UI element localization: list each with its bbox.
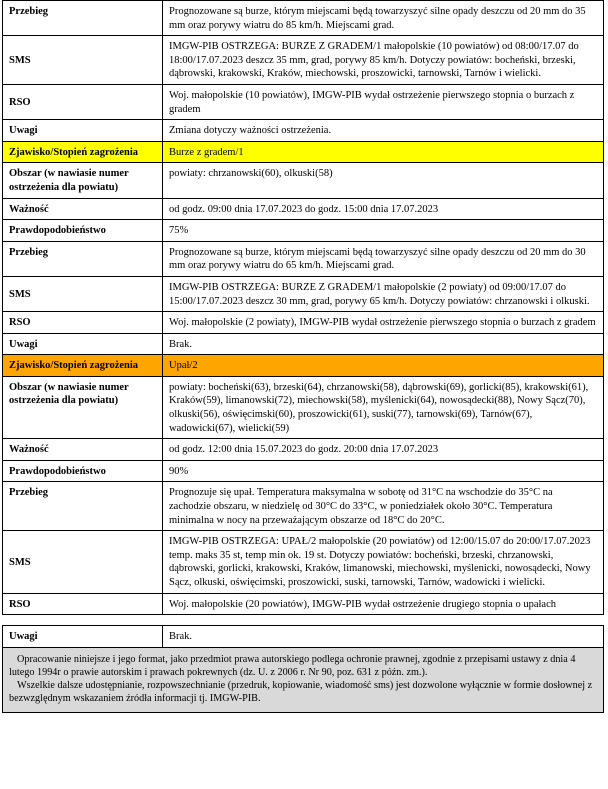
value-rso: Woj. małopolskie (2 powiaty), IMGW-PIB wydał ostrzeżenie pierwszego stopnia o burzach z gradem (163, 312, 604, 334)
row-rso (3, 312, 604, 334)
value-przebieg: Prognozowane są burze, którym miejscami będą towarzyszyć silne opady deszczu od 20 mm do 35 mm oraz porywy wiatru do 85 km/h. Miejscami grad. (163, 1, 604, 36)
table-spacer (3, 615, 604, 626)
value-sms: IMGW-PIB OSTRZEGA: BURZE Z GRADEM/1 małopolskie (10 powiatów) od 08:00/17.07 do 18:00/17.07.2023 deszcz 35 mm, grad, porywy 85 km/h. Dotyczy powiatów: bocheński, brzeski, dąbrowski, krakowski, Kraków, miechowski, proszowicki, tarnowski, Tarnów i wielicki. (163, 36, 604, 85)
value-prawdopodobienstwo: 75% (163, 220, 604, 242)
value-uwagi: Brak. (163, 333, 604, 355)
label-sms: SMS (3, 531, 163, 593)
row-prawdopodobienstwo (3, 460, 604, 482)
row-prawdopodobienstwo (3, 220, 604, 242)
row-sms (3, 531, 604, 593)
label-uwagi: Uwagi (3, 626, 163, 648)
value-rso: Woj. małopolskie (10 powiatów), IMGW-PIB wydał ostrzeżenie pierwszego stopnia o burzach z gradem (163, 84, 604, 119)
value-uwagi: Zmiana dotyczy ważności ostrzeżenia. (163, 120, 604, 142)
row-rso (3, 84, 604, 119)
row-przebieg (3, 1, 604, 36)
value-zjawisko: Burze z gradem/1 (163, 141, 604, 163)
label-rso: RSO (3, 593, 163, 615)
value-prawdopodobienstwo: 90% (163, 460, 604, 482)
label-waznosc: Ważność (3, 439, 163, 461)
label-obszar: Obszar (w nawiasie numer ostrzeżenia dla powiatu) (3, 376, 163, 438)
label-przebieg: Przebieg (3, 1, 163, 36)
row-zjawisko-level2 (3, 355, 604, 377)
value-obszar: powiaty: chrzanowski(60), olkuski(58) (163, 163, 604, 198)
label-przebieg: Przebieg (3, 241, 163, 276)
label-zjawisko: Zjawisko/Stopień zagrożenia (3, 355, 163, 377)
row-sms (3, 36, 604, 85)
label-sms: SMS (3, 276, 163, 311)
label-waznosc: Ważność (3, 198, 163, 220)
label-zjawisko: Zjawisko/Stopień zagrożenia (3, 141, 163, 163)
value-waznosc: od godz. 12:00 dnia 15.07.2023 do godz. 20:00 dnia 17.07.2023 (163, 439, 604, 461)
copyright-paragraph: Opracowanie niniejsze i jego format, jako przedmiot prawa autorskiego podlega ochronie prawnej, zgodnie z przepisami ustawy z dnia 4 lutego 1994r o prawie autorskim i prawach pokrewnych (dz. U. z 2006 r. Nr 90, poz. 631 z późn. zm.). (9, 653, 576, 678)
row-uwagi (3, 626, 604, 648)
value-przebieg: Prognozuje się upał. Temperatura maksymalna w sobotę od 31°C na wschodzie do 35°C na zachodzie obszaru, w niedzielę od 30°C do 33°C, w poniedziałek około 30°C. Temperatura minimalna w nocy na przeważającym obszarze od 18°C do 20°C. (163, 482, 604, 531)
label-uwagi: Uwagi (3, 120, 163, 142)
value-sms: IMGW-PIB OSTRZEGA: BURZE Z GRADEM/1 małopolskie (2 powiaty) od 09:00/17.07 do 15:00/17.07.2023 deszcz 30 mm, grad, porywy 65 km/h. Dotyczy powiatów: chrzanowski i olkuski. (163, 276, 604, 311)
label-przebieg: Przebieg (3, 482, 163, 531)
row-uwagi (3, 333, 604, 355)
label-prawdopodobienstwo: Prawdopodobieństwo (3, 220, 163, 242)
value-przebieg: Prognozowane są burze, którym miejscami będą towarzyszyć silne opady deszczu od 20 mm do 30 mm oraz porywy wiatru do 65 km/h. Miejscami grad. (163, 241, 604, 276)
row-uwagi (3, 120, 604, 142)
row-rso (3, 593, 604, 615)
row-obszar (3, 376, 604, 438)
warning-table (2, 0, 604, 648)
row-sms (3, 276, 604, 311)
row-przebieg (3, 482, 604, 531)
value-uwagi: Brak. (163, 626, 604, 648)
distribution-paragraph: Wszelkie dalsze udostępnianie, rozpowszechnianie (przedruk, kopiowanie, wiadomość sms) jest dozwolone wyłącznie w formie dosłownej z bezwzględnym wskazaniem źródła informacji tj. IMGW-PIB. (9, 680, 593, 705)
value-obszar: powiaty: bocheński(63), brzeski(64), chrzanowski(58), dąbrowski(69), gorlicki(85), krakowski(61), Kraków(59), limanowski(72), miechowski(58), myślenicki(64), nowosądecki(88), Nowy Sącz(70), olkuski(56), oświęcimski(60), proszowicki(61), suski(77), tarnowski(69), Tarnów(67), wadowicki(67), wielicki(59) (163, 376, 604, 438)
row-przebieg (3, 241, 604, 276)
value-rso: Woj. małopolskie (20 powiatów), IMGW-PIB wydał ostrzeżenie drugiego stopnia o upałach (163, 593, 604, 615)
label-obszar: Obszar (w nawiasie numer ostrzeżenia dla powiatu) (3, 163, 163, 198)
value-sms: IMGW-PIB OSTRZEGA: UPAŁ/2 małopolskie (20 powiatów) od 12:00/15.07 do 20:00/17.07.2023 temp. maks 35 st, temp min ok. 19 st. Dotyczy powiatów: bocheński, brzeski, chrzanowski, dąbrowski, gorlicki, krakowski, Kraków, limanowski, miechowski, myślenicki, nowosądecki, Nowy Sącz, olkuski, oświęcimski, proszowicki, suski, tarnowski, Tarnów, wadowicki i wielicki. (163, 531, 604, 593)
value-zjawisko: Upał/2 (163, 355, 604, 377)
label-uwagi: Uwagi (3, 333, 163, 355)
label-rso: RSO (3, 84, 163, 119)
row-obszar (3, 163, 604, 198)
label-rso: RSO (3, 312, 163, 334)
value-waznosc: od godz. 09:00 dnia 17.07.2023 do godz. 15:00 dnia 17.07.2023 (163, 198, 604, 220)
row-waznosc (3, 439, 604, 461)
warning-document (2, 0, 604, 713)
copyright-footer (2, 648, 604, 713)
label-sms: SMS (3, 36, 163, 85)
row-waznosc (3, 198, 604, 220)
row-zjawisko-level1 (3, 141, 604, 163)
label-prawdopodobienstwo: Prawdopodobieństwo (3, 460, 163, 482)
